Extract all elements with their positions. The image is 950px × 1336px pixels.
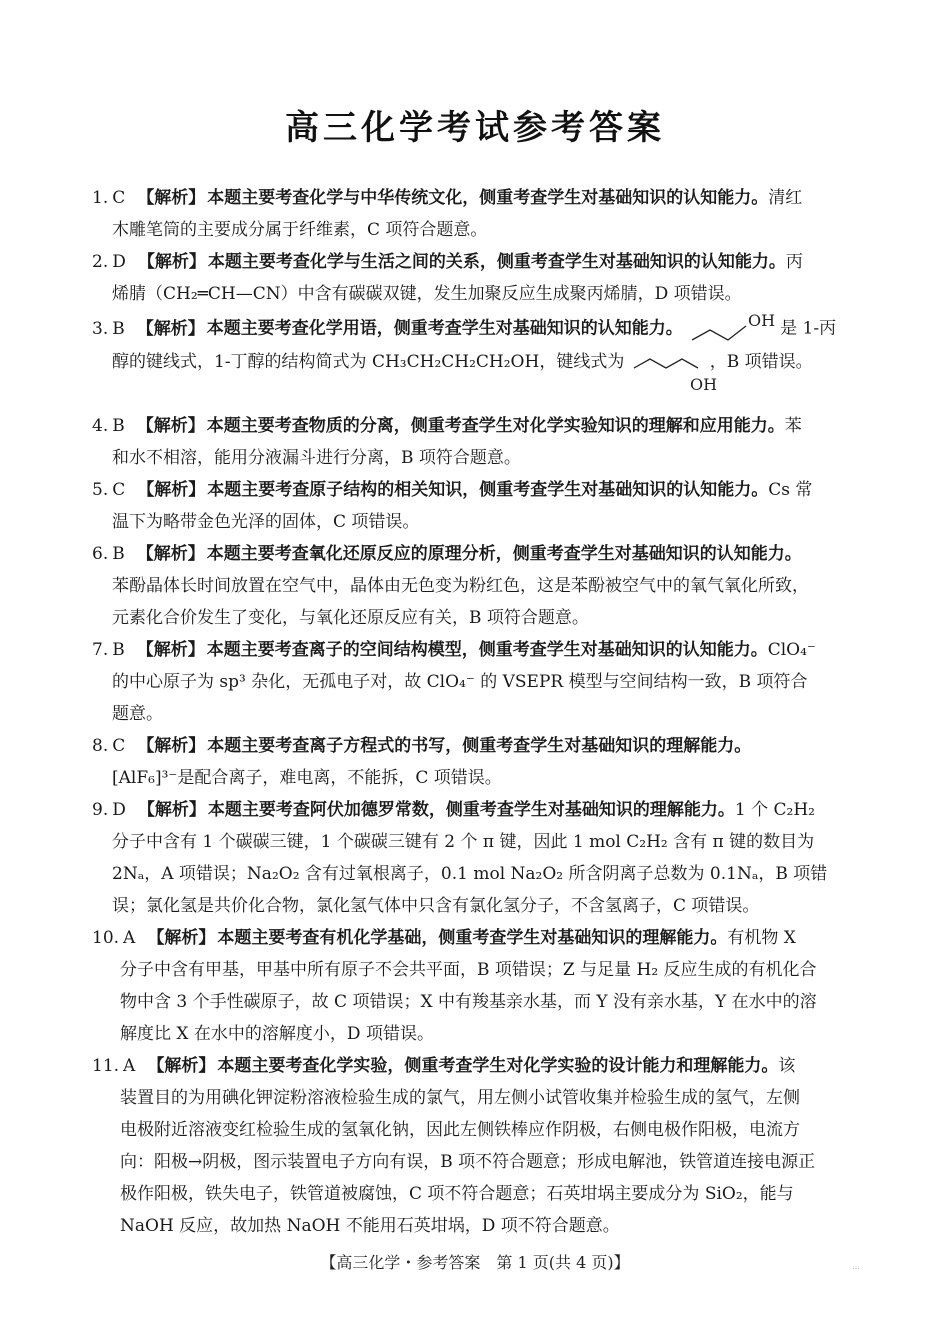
- analysis-text: 元素化合价发生了变化，与氧化还原反应有关，B 项符合题意。: [112, 608, 589, 628]
- analysis-tag: 【解析】: [137, 736, 206, 756]
- answer-item-6: [92, 538, 860, 634]
- item-number: 5.: [92, 480, 109, 500]
- answer-item-2: [92, 246, 860, 310]
- answer-choice: B: [112, 640, 125, 660]
- analysis-text: 该: [778, 1056, 796, 1076]
- item-number: 9.: [92, 800, 109, 820]
- answer-choice: A: [123, 1056, 136, 1076]
- analysis-tag: 【解析】: [136, 416, 205, 436]
- analysis-tag: 【解析】: [137, 800, 206, 820]
- propanol-chain: [692, 326, 746, 340]
- item-number: 3.: [92, 318, 109, 339]
- analysis-text: [AlF₆]³⁻是配合离子，难电离，不能拆，C 项错误。: [112, 768, 502, 788]
- analysis-text: Cs 常: [768, 480, 813, 500]
- analysis-text: 是 1-丙: [780, 318, 837, 339]
- analysis-text: 物中含 3 个手性碳原子，故 C 项错误；X 中有羧基亲水基，而 Y 没有亲水基，Y 在水中的溶: [120, 992, 817, 1012]
- oh-label: OH: [689, 375, 717, 394]
- analysis-text: 木雕笔筒的主要成分属于纤维素，C 项符合题意。: [112, 220, 488, 240]
- answer-choice: C: [112, 188, 126, 208]
- analysis-text: 1 个 C₂H₂: [734, 800, 815, 820]
- analysis-tag: 【解析】: [136, 318, 205, 339]
- answer-item-7: [92, 634, 860, 730]
- analysis-text: 向：阳极→阴极，图示装置电子方向有误，B 项不符合题意；形成电解池，铁管道连接电源正: [120, 1152, 816, 1172]
- analysis-lead: 本题主要考查化学实验，侧重考查学生对化学实验的设计能力和理解能力。: [217, 1056, 779, 1076]
- analysis-text: 醇的键线式，1-丁醇的结构简式为 CH₃CH₂CH₂CH₂OH，键线式为: [112, 352, 625, 372]
- item-number: 4.: [92, 416, 109, 436]
- 1-propanol-skeletal-formula: [688, 312, 780, 346]
- answer-choice: C: [112, 480, 126, 500]
- analysis-tag: 【解析】: [136, 544, 205, 564]
- analysis-lead: 本题主要考查离子的空间结构模型，侧重考查学生对基础知识的认知能力。: [206, 640, 768, 660]
- oh-label: OH: [748, 311, 776, 330]
- item-number: 6.: [92, 544, 109, 564]
- analysis-text: 温下为略带金色光泽的固体，C 项错误。: [112, 512, 420, 532]
- analysis-lead: 本题主要考查化学与生活之间的关系，侧重考查学生对基础知识的认知能力。: [207, 252, 786, 272]
- analysis-text: 分子中含有 1 个碳碳三键，1 个碳碳三键有 2 个 π 键，因此 1 mol C₂H₂ 含有 π 键的数目为: [112, 832, 815, 852]
- analysis-text: 电极附近溶液变红检验生成的氢氧化钠，因此左侧铁棒应作阴极，右侧电极作阳极，电流方: [120, 1120, 800, 1140]
- answer-item-8: [92, 730, 860, 794]
- item-number: 11.: [92, 1056, 120, 1076]
- analysis-text: 烯腈（CH₂═CH—CN）中含有碳碳双键，发生加聚反应生成聚丙烯腈，D 项错误。: [112, 284, 742, 304]
- analysis-lead: 本题主要考查化学与中华传统文化，侧重考查学生对基础知识的认知能力。: [207, 188, 769, 208]
- answer-item-5: [92, 474, 860, 538]
- analysis-text: 解度比 X 在水中的溶解度小，D 项错误。: [120, 1024, 434, 1044]
- analysis-text: 苯酚晶体长时间放置在空气中，晶体由无色变为粉红色，这是苯酚被空气中的氧气氧化所致，: [112, 576, 809, 596]
- item-number: 7.: [92, 640, 109, 660]
- analysis-text: 2Nₐ，A 项错误；Na₂O₂ 含有过氧根离子，0.1 mol Na₂O₂ 所含阴离子总数为 0.1Nₐ，B 项错: [112, 864, 828, 884]
- analysis-text: NaOH 反应，故加热 NaOH 不能用石英坩埚，D 项不符合题意。: [120, 1216, 620, 1236]
- analysis-text: 丙: [785, 252, 803, 272]
- answer-choice: D: [112, 252, 126, 272]
- analysis-lead: 本题主要考查物质的分离，侧重考查学生对化学实验知识的理解和应用能力。: [206, 416, 785, 436]
- 1-butanol-skeletal-formula: [630, 346, 717, 394]
- item-number: 1.: [92, 188, 109, 208]
- analysis-tag: 【解析】: [147, 1056, 216, 1076]
- answer-item-11: [92, 1050, 860, 1242]
- analysis-tag: 【解析】: [137, 480, 206, 500]
- analysis-lead: 本题主要考查化学用语，侧重考查学生对基础知识的认知能力。: [206, 318, 683, 339]
- analysis-text: ，B 项错误。: [709, 352, 813, 372]
- analysis-text: 装置目的为用碘化钾淀粉溶液检验生成的氯气，用左侧小试管收集并检验生成的氢气，左侧: [120, 1088, 800, 1108]
- analysis-lead: 本题主要考查有机化学基础，侧重考查学生对基础知识的理解能力。: [217, 928, 728, 948]
- page-footer: 【高三化学・参考答案 第 1 页(共 4 页)】: [320, 1253, 630, 1272]
- answer-item-4: [92, 410, 860, 474]
- item-number: 2.: [92, 252, 109, 272]
- butanol-chain: [634, 359, 698, 368]
- answer-item-9: [92, 794, 860, 922]
- answer-choice: B: [112, 544, 125, 564]
- analysis-text: 清红: [768, 188, 803, 208]
- answer-item-3: [92, 312, 860, 392]
- analysis-tag: 【解析】: [137, 188, 206, 208]
- analysis-text: 极作阳极，铁失电子，铁管道被腐蚀，C 项不符合题意；石英坩埚主要成分为 SiO₂，能与: [120, 1184, 794, 1204]
- analysis-tag: 【解析】: [136, 640, 205, 660]
- answer-item-10: [92, 922, 860, 1050]
- answer-choice: A: [123, 928, 136, 948]
- analysis-text: 苯: [784, 416, 802, 436]
- analysis-tag: 【解析】: [147, 928, 216, 948]
- corner-mark: …: [852, 1262, 860, 1271]
- item-number: 10.: [92, 928, 120, 948]
- item-number: 8.: [92, 736, 109, 756]
- analysis-text: 有机物 X: [727, 928, 796, 948]
- answer-item-1: [92, 182, 860, 246]
- page-title: 高三化学考试参考答案: [285, 108, 665, 148]
- analysis-lead: 本题主要考查氧化还原反应的原理分析，侧重考查学生对基础知识的认知能力。: [206, 544, 802, 564]
- analysis-lead: 本题主要考查原子结构的相关知识，侧重考查学生对基础知识的认知能力。: [207, 480, 769, 500]
- analysis-lead: 本题主要考查阿伏加德罗常数，侧重考查学生对基础知识的理解能力。: [207, 800, 735, 820]
- analysis-tag: 【解析】: [137, 252, 206, 272]
- answer-choice: B: [112, 416, 125, 436]
- analysis-text: 分子中含有甲基，甲基中所有原子不会共平面，B 项错误；Z 与足量 H₂ 反应生成的有机化合: [120, 960, 817, 980]
- answer-choice: B: [112, 318, 125, 339]
- analysis-text: 的中心原子为 sp³ 杂化，无孤电子对，故 ClO₄⁻ 的 VSEPR 模型与空间结构一致，B 项符合: [112, 672, 808, 692]
- analysis-lead: 本题主要考查离子方程式的书写，侧重考查学生对基础知识的理解能力。: [207, 736, 752, 756]
- answer-choice: C: [112, 736, 126, 756]
- answer-choice: D: [112, 800, 126, 820]
- analysis-text: ClO₄⁻: [767, 640, 816, 660]
- analysis-text: 误；氯化氢是共价化合物，氯化氢气体中只含有氯化氢分子，不含氢离子，C 项错误。: [112, 896, 760, 916]
- analysis-text: 和水不相溶，能用分液漏斗进行分离，B 项符合题意。: [112, 448, 521, 468]
- analysis-text: 题意。: [112, 704, 163, 724]
